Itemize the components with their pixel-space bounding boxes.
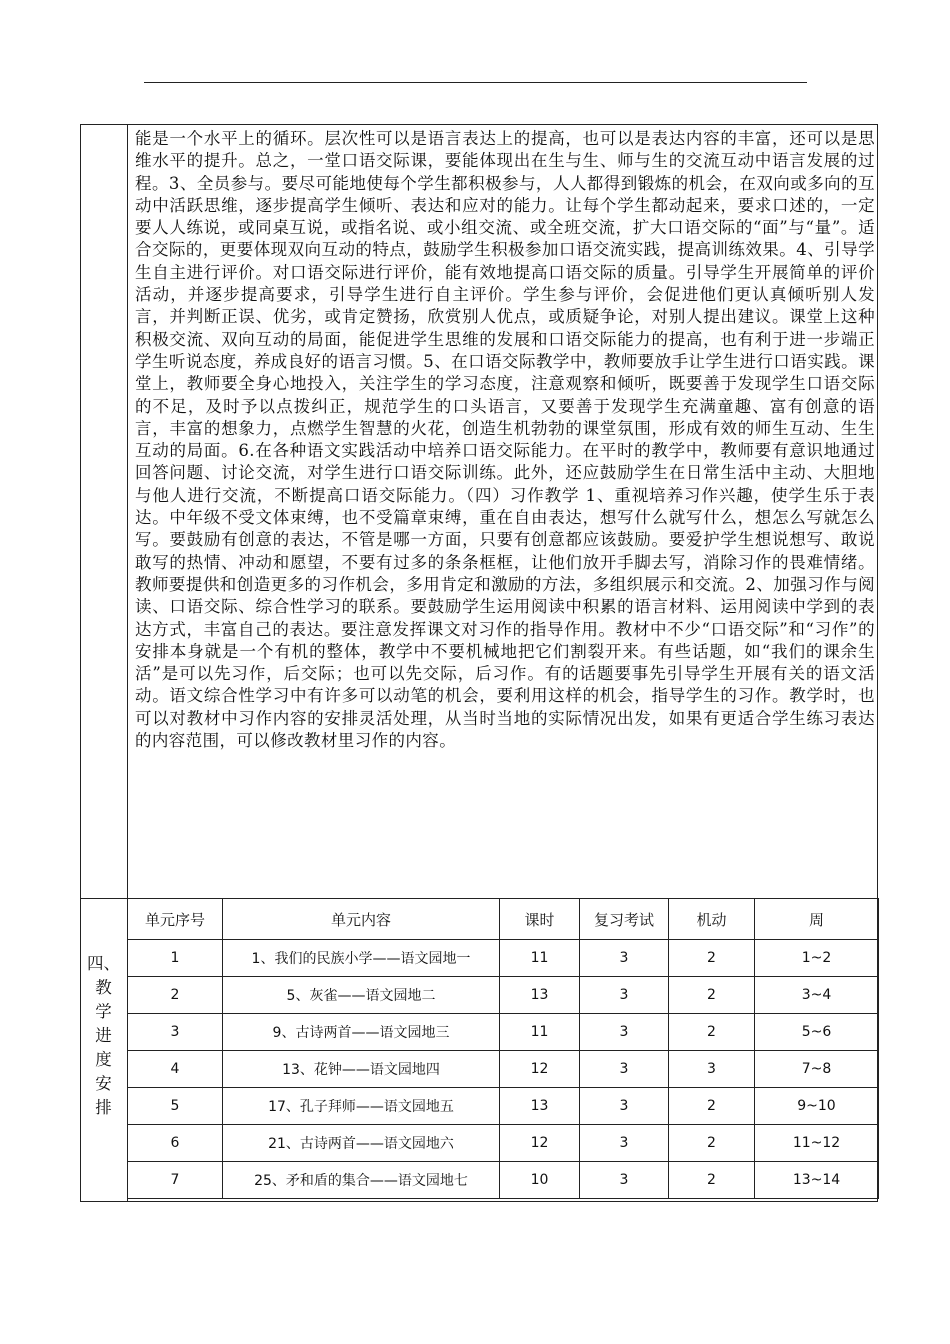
teaching-method-text: 能是一个水平上的循环。层次性可以是语言表达上的提高，也可以是表达内容的丰富，还可以是思维水平的提升。总之，一堂口语交际课，要能体现出在生与生、师与生的交流互动中语言发展的过程。3、全员参与。要尽可能地使每个学生都积极参与，人人都得到锻炼的机会，在双向或多向的互动中活跃思维，逐步提高学生倾听、表达和应对的能力。让每个学生都动起来，要求口述的，一定要人人练说，或同桌互说，或指名说、或小组交流、或全班交流，扩大口语交际的“面”与“量”。适合交际的，更要体现双向互动的特点，鼓励学生积极参加口语交流实践，提高训练效果。4、引导学生自主进行评价。对口语交际进行评价，能有效地提高口语交际的质量。引导学生开展简单的评价活动，并逐步提高要求，引导学生进行自主评价。学生参与评价，会促进他们更认真倾听别人发言，并判断正误、优劣，或肯定赞扬，欣赏别人优点，或质疑争论，对别人提出建议。课堂上这种积极交流、双向互动的局面，能促进学生思维的发展和口语交际能力的提高，也有利于进一步端正学生听说态度，养成良好的语言习惯。5、在口语交际教学中，教师要放手让学生进行口语实践。课堂上，教师要全身心地投入，关注学生的学习态度，注意观察和倾听，既要善于发现学生口语交际的不足，及时予以点拨纠正，规范学生的口头语言，又要善于发现学生充满童趣、富有创意的语言，丰富的想象力，点燃学生智慧的火花，创造生机勃勃的课堂氛围，形成有效的师生互动、生生互动的局面。6.在各种语文实践活动中培养口语交际能力。在平时的教学中，教师要有意识地通过回答问题、讨论交流，对学生进行口语交际训练。此外，还应鼓励学生在日常生活中主动、大胆地与他人进行交流，不断提高口语交际能力。（四）习作教学 1、重视培养习作兴趣，使学生乐于表达。中年级不受文体束缚，也不受篇章束缚，重在自由表达，想写什么就写什么，想怎么写就怎么写。要鼓励有创意的表达，不管是哪一方面，只要有创意都应该鼓励。要爱护学生想说想写、敢说敢写的热情、冲动和愿望，不要有过多的条条框框，让他们放开手脚去写，消除习作的畏难情绪。教师要提供和创造更多的习作机会，多用肯定和激励的方法，多组织展示和交流。2、加强习作与阅读、口语交际、综合性学习的联系。要鼓励学生运用阅读中积累的语言材料、运用阅读中学到的表达方式，丰富自己的表达。要注意发挥课文对习作的指导作用。教材中不少“口语交际”和“习作”的安排本身就是一个有机的整体，教学中不要机械地把它们割裂开来。有些话题，如“我们的课余生活”是可以先习作，后交际；也可以先交际，后习作。有的话题要事先引导学生开展有关的语文活动。语文综合性学习中有许多可以动笔的机会，要利用这样的机会，指导学生的习作。教学时，也可以对教材中习作内容的安排灵活处理，从当时当地的实际情况出发，如果有更适合学生练习表达的内容范围，可以修改教材里习作的内容。 (135, 129, 875, 751)
table-row (128, 1125, 879, 1162)
cell-unit-content: 13、花钟——语文园地四 (223, 1051, 500, 1088)
cell-unit-number: 3 (128, 1014, 223, 1051)
table-row (128, 1051, 879, 1088)
header-lesson-hours: 课时 (500, 899, 580, 940)
cell-review-exam: 3 (580, 1088, 669, 1125)
cell-flexible: 2 (669, 1162, 755, 1199)
cell-unit-content: 5、灰雀——语文园地二 (223, 977, 500, 1014)
section-label-char: 排 (95, 1098, 112, 1117)
cell-lesson-hours: 12 (500, 1051, 580, 1088)
section-label-char: 安 (95, 1074, 112, 1093)
cell-lesson-hours: 11 (500, 940, 580, 977)
header-review-exam: 复习考试 (580, 899, 669, 940)
cell-unit-number: 1 (128, 940, 223, 977)
cell-lesson-hours: 13 (500, 1088, 580, 1125)
cell-review-exam: 3 (580, 977, 669, 1014)
cell-unit-number: 2 (128, 977, 223, 1014)
cell-unit-content: 17、孔子拜师——语文园地五 (223, 1088, 500, 1125)
cell-week: 13~14 (755, 1162, 879, 1199)
cell-review-exam: 3 (580, 1125, 669, 1162)
cell-week: 7~8 (755, 1051, 879, 1088)
cell-review-exam: 3 (580, 1162, 669, 1199)
cell-lesson-hours: 10 (500, 1162, 580, 1199)
cell-flexible: 2 (669, 940, 755, 977)
cell-review-exam: 3 (580, 940, 669, 977)
cell-unit-content: 25、矛和盾的集合——语文园地七 (223, 1162, 500, 1199)
schedule-table (127, 898, 879, 1199)
cell-flexible: 2 (669, 1014, 755, 1051)
cell-week: 5~6 (755, 1014, 879, 1051)
section-label-char: 学 (95, 1002, 112, 1021)
header-unit-content: 单元内容 (223, 899, 500, 940)
table-row (128, 940, 879, 977)
section-label-char: 四、 (87, 954, 120, 973)
cell-unit-content: 1、我们的民族小学——语文园地一 (223, 940, 500, 977)
cell-week: 9~10 (755, 1088, 879, 1125)
cell-flexible: 3 (669, 1051, 755, 1088)
cell-unit-content: 9、古诗两首——语文园地三 (223, 1014, 500, 1051)
cell-flexible: 2 (669, 1088, 755, 1125)
table-row (128, 1162, 879, 1199)
section-label-char: 教 (95, 978, 112, 997)
header-unit-number: 单元序号 (128, 899, 223, 940)
header-week: 周 (755, 899, 879, 940)
table-row (128, 977, 879, 1014)
cell-unit-number: 4 (128, 1051, 223, 1088)
cell-unit-number: 5 (128, 1088, 223, 1125)
cell-flexible: 2 (669, 1125, 755, 1162)
header-rule (144, 82, 807, 83)
cell-lesson-hours: 12 (500, 1125, 580, 1162)
section-label-schedule (80, 952, 127, 1120)
header-flexible: 机动 (669, 899, 755, 940)
cell-week: 3~4 (755, 977, 879, 1014)
cell-flexible: 2 (669, 977, 755, 1014)
section-label-char: 度 (95, 1050, 112, 1069)
cell-unit-number: 7 (128, 1162, 223, 1199)
cell-review-exam: 3 (580, 1014, 669, 1051)
cell-week: 11~12 (755, 1125, 879, 1162)
cell-unit-number: 6 (128, 1125, 223, 1162)
table-header-row (128, 899, 879, 940)
cell-lesson-hours: 11 (500, 1014, 580, 1051)
cell-review-exam: 3 (580, 1051, 669, 1088)
cell-week: 1~2 (755, 940, 879, 977)
section-label-char: 进 (95, 1026, 112, 1045)
table-row (128, 1088, 879, 1125)
cell-lesson-hours: 13 (500, 977, 580, 1014)
cell-unit-content: 21、古诗两首——语文园地六 (223, 1125, 500, 1162)
table-row (128, 1014, 879, 1051)
